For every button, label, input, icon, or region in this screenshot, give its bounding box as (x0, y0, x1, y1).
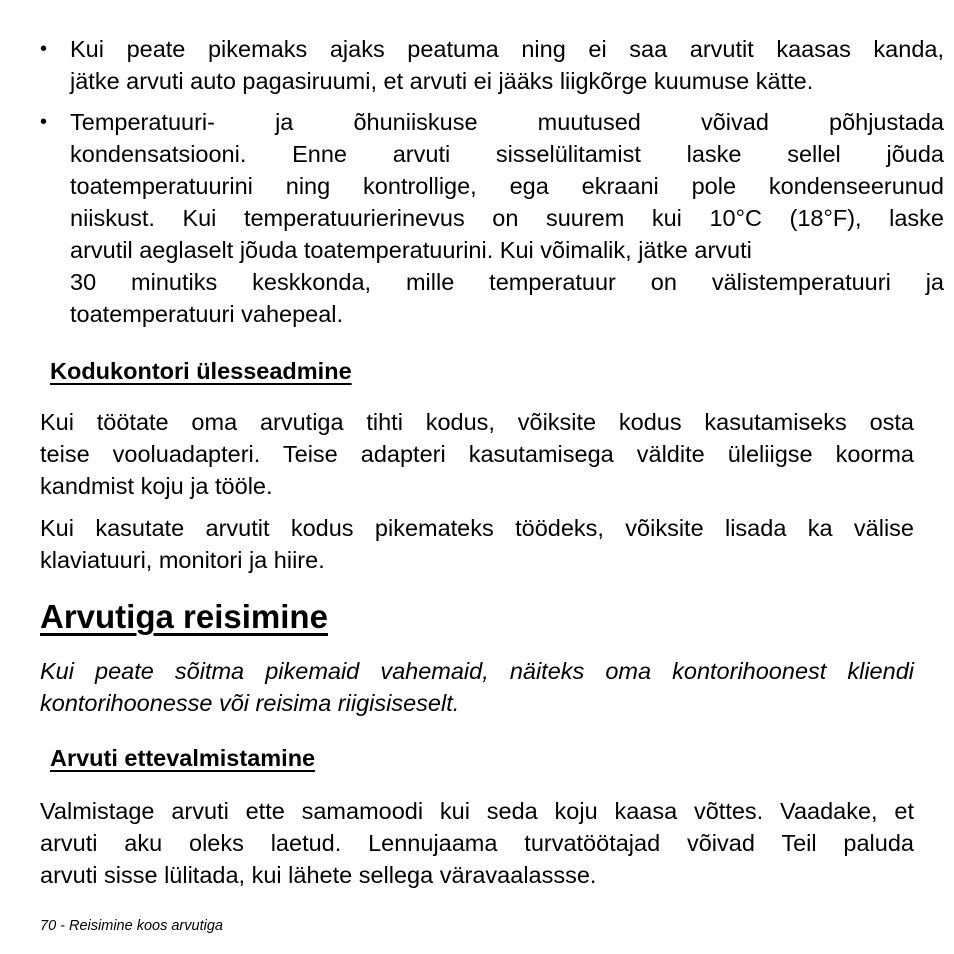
bullet-symbol: • (40, 38, 48, 60)
text-line: 30 minutiks keskkonda, mille temperatuur on välistemperatuuri ja (70, 269, 944, 295)
bullet-item-parking (40, 33, 944, 97)
bullet-item-temperature (40, 106, 944, 330)
text-line: Kui kasutate arvutit kodus pikemateks töödeks, võiksite lisada ka välise (40, 515, 914, 541)
text-line: arvutil aeglaselt jõuda toatemperatuurini. Kui võimalik, jätke arvuti (70, 237, 752, 263)
text-line: kandmist koju ja tööle. (40, 473, 273, 499)
section-heading-home-office: Kodukontori ülesseadmine (50, 358, 352, 384)
paragraph-home-adapter (40, 406, 914, 502)
text-line: niiskust. Kui temperatuurierinevus on suurem kui 10°C (18°F), laske (70, 205, 944, 231)
text-line: Valmistage arvuti ette samamoodi kui seda koju kaasa võttes. Vaadake, et (40, 798, 914, 824)
paragraph-home-peripherals (40, 512, 914, 576)
page-footer: 70 - Reisimine koos arvutiga (40, 918, 223, 934)
section-intro (40, 655, 914, 719)
text-line: teise vooluadapteri. Teise adapteri kasutamisega väldite üleliigse koorma (40, 441, 914, 467)
text-line: Kui peate pikemaks ajaks peatuma ning ei saa arvutit kaasas kanda, (70, 36, 944, 62)
text-line: kontorihoonesse või reisima riigisiseselt. (40, 690, 460, 716)
text-line: toatemperatuurini ning kontrollige, ega ekraani pole kondenseerunud (70, 173, 944, 199)
text-line: arvuti aku oleks laetud. Lennujaama turvatöötajad võivad Teil paluda (40, 830, 914, 856)
text-line: Kui peate sõitma pikemaid vahemaid, näiteks oma kontorihoonest kliendi (40, 658, 914, 684)
paragraph-prepare (40, 795, 914, 891)
text-line: toatemperatuuri vahepeal. (70, 301, 344, 327)
text-line: jätke arvuti auto pagasiruumi, et arvuti ei jääks liigkõrge kuumuse kätte. (70, 68, 814, 94)
text-line: Kui töötate oma arvutiga tihti kodus, võiksite kodus kasutamiseks osta (40, 409, 914, 435)
text-line: Temperatuuri- ja õhuniiskuse muutused võivad põhjustada (70, 109, 944, 135)
text-line: arvuti sisse lülitada, kui lähete sellega väravaalassse. (40, 862, 597, 888)
bullet-symbol: • (40, 111, 48, 133)
text-line: klaviatuuri, monitori ja hiire. (40, 547, 325, 573)
page-section-title: Arvutiga reisimine (40, 598, 328, 635)
section-heading-prepare: Arvuti ettevalmistamine (50, 745, 316, 771)
text-line: kondensatsiooni. Enne arvuti sisselülitamist laske sellel jõuda (70, 141, 944, 167)
